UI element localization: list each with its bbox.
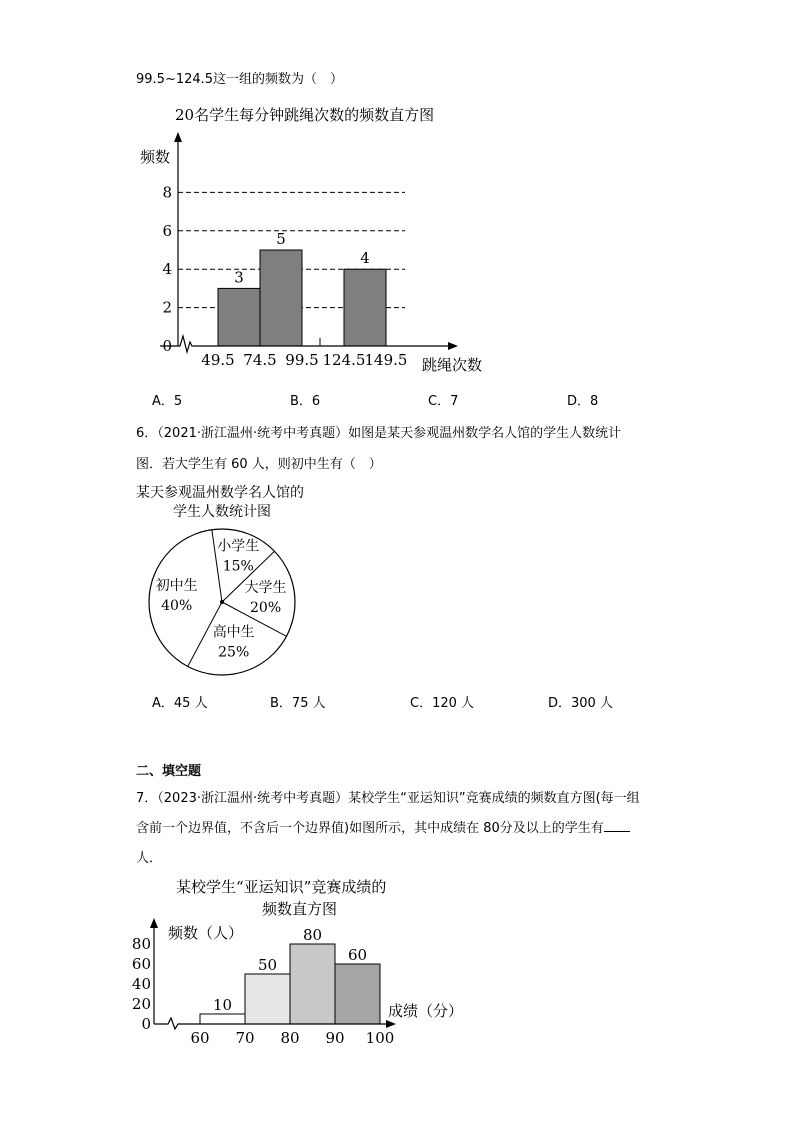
q7-stem-line3: 人． bbox=[136, 851, 163, 866]
q5-option-d[interactable]: D．8 bbox=[567, 394, 599, 409]
q7-stem-line1: 7．（2023·浙江温州·统考中考真题）某校学生“亚运知识”竞赛成绩的频数直方图(每一组 bbox=[136, 791, 640, 806]
histogram-quiz-scores bbox=[120, 872, 480, 1058]
q6-stem-line1: 6．（2021·浙江温州·统考中考真题）如图是某天参观温州数学名人馆的学生人数统计 bbox=[136, 426, 622, 441]
pie-slice-label: 大学生 bbox=[244, 579, 287, 596]
chart1-y-label: 频数 bbox=[140, 148, 171, 166]
chart3-bar-label: 80 bbox=[302, 926, 323, 944]
pie-slice-percent: 25% bbox=[218, 644, 250, 661]
chart3-bar bbox=[200, 1014, 245, 1024]
histogram-jump-rope bbox=[120, 96, 520, 386]
q5-option-c[interactable]: C．7 bbox=[428, 394, 459, 409]
chart3-title-line2: 频数直方图 bbox=[262, 900, 338, 918]
chart3-y-tick: 40 bbox=[131, 975, 151, 993]
chart3-y-tick: 60 bbox=[131, 955, 151, 973]
q6-option-c[interactable]: C．120 人 bbox=[410, 696, 475, 711]
chart1-title: 20名学生每分钟跳绳次数的频数直方图 bbox=[175, 106, 435, 124]
chart1-x-tick: 49.5 bbox=[201, 351, 235, 369]
pie-chart-students bbox=[130, 480, 320, 680]
chart1-bar-label: 3 bbox=[234, 268, 244, 287]
chart3-x-tick: 70 bbox=[235, 1029, 255, 1047]
q7-answer-blank[interactable] bbox=[604, 819, 630, 832]
chart1-y-arrow bbox=[174, 132, 182, 142]
chart3-x-tick: 90 bbox=[325, 1029, 345, 1047]
chart3-x-tick: 100 bbox=[365, 1029, 395, 1047]
q6-option-a[interactable]: A．45 人 bbox=[152, 696, 208, 711]
pie-slice-label: 初中生 bbox=[155, 578, 198, 595]
chart3-bar bbox=[245, 974, 290, 1024]
pie-slice-percent: 20% bbox=[250, 599, 282, 616]
q5-option-b[interactable]: B．6 bbox=[290, 394, 321, 409]
chart2-title-line1: 某天参观温州数学名人馆的 bbox=[136, 485, 304, 501]
chart1-y-tick: 2 bbox=[162, 298, 172, 317]
chart1-y-tick: 0 bbox=[162, 337, 172, 355]
pie-slice-label: 高中生 bbox=[212, 624, 255, 641]
chart3-y-arrow bbox=[150, 918, 158, 928]
chart3-bar bbox=[335, 964, 380, 1024]
section-title-fill-blank: 二、填空题 bbox=[136, 764, 202, 779]
chart1-y-tick: 6 bbox=[162, 221, 172, 240]
chart2-title-line2: 学生人数统计图 bbox=[173, 504, 271, 520]
chart3-bar-label: 50 bbox=[257, 956, 278, 974]
chart3-x-tick: 80 bbox=[280, 1029, 300, 1047]
chart1-x-label: 跳绳次数 bbox=[422, 356, 483, 374]
chart1-x-tick: 74.5 bbox=[243, 351, 277, 369]
pie-slice-label: 小学生 bbox=[217, 538, 260, 555]
chart3-y-tick: 20 bbox=[131, 995, 151, 1013]
chart3-y-tick: 0 bbox=[141, 1015, 151, 1033]
chart1-x-axis bbox=[160, 336, 450, 352]
chart1-y-tick: 4 bbox=[162, 260, 172, 279]
chart1-x-tick: 149.5 bbox=[364, 351, 408, 369]
pie-slice-percent: 15% bbox=[222, 558, 254, 575]
chart1-bar-label: 5 bbox=[276, 230, 286, 248]
chart3-x-label: 成绩（分） bbox=[388, 1002, 464, 1020]
chart3-bar-label: 60 bbox=[347, 946, 368, 964]
q7-stem-line2: 含前一个边界值，不含后一个边界值)如图所示，其中成绩在 80分及以上的学生有 bbox=[136, 817, 630, 836]
chart3-bar bbox=[290, 944, 335, 1024]
chart1-y-tick: 8 bbox=[162, 183, 172, 202]
q6-stem-line2: 图．若大学生有 60 人，则初中生有（ ） bbox=[136, 457, 382, 472]
chart3-x-arrow bbox=[386, 1020, 396, 1028]
chart3-y-label: 频数（人） bbox=[168, 924, 244, 942]
chart1-bar-label: 4 bbox=[360, 249, 370, 268]
chart3-title-line1: 某校学生“亚运知识”竞赛成绩的 bbox=[176, 878, 387, 896]
chart1-bar bbox=[344, 269, 386, 346]
pie-center bbox=[220, 600, 224, 604]
q6-option-d[interactable]: D．300 人 bbox=[548, 696, 613, 711]
chart1-bar bbox=[218, 288, 260, 346]
chart3-y-tick: 80 bbox=[131, 935, 151, 953]
q6-option-b[interactable]: B．75 人 bbox=[270, 696, 326, 711]
chart3-x-tick: 60 bbox=[190, 1029, 210, 1047]
chart3-bar-label: 10 bbox=[212, 996, 233, 1014]
chart1-x-tick: 124.5 bbox=[322, 351, 366, 369]
chart1-x-tick: 99.5 bbox=[285, 351, 319, 369]
q5-option-a[interactable]: A．5 bbox=[152, 394, 183, 409]
pie-slice-percent: 40% bbox=[161, 598, 193, 615]
q5-stem: 99.5~124.5这一组的频数为（ ） bbox=[136, 72, 344, 87]
chart1-x-arrow bbox=[448, 342, 458, 350]
chart1-bar bbox=[260, 250, 302, 346]
